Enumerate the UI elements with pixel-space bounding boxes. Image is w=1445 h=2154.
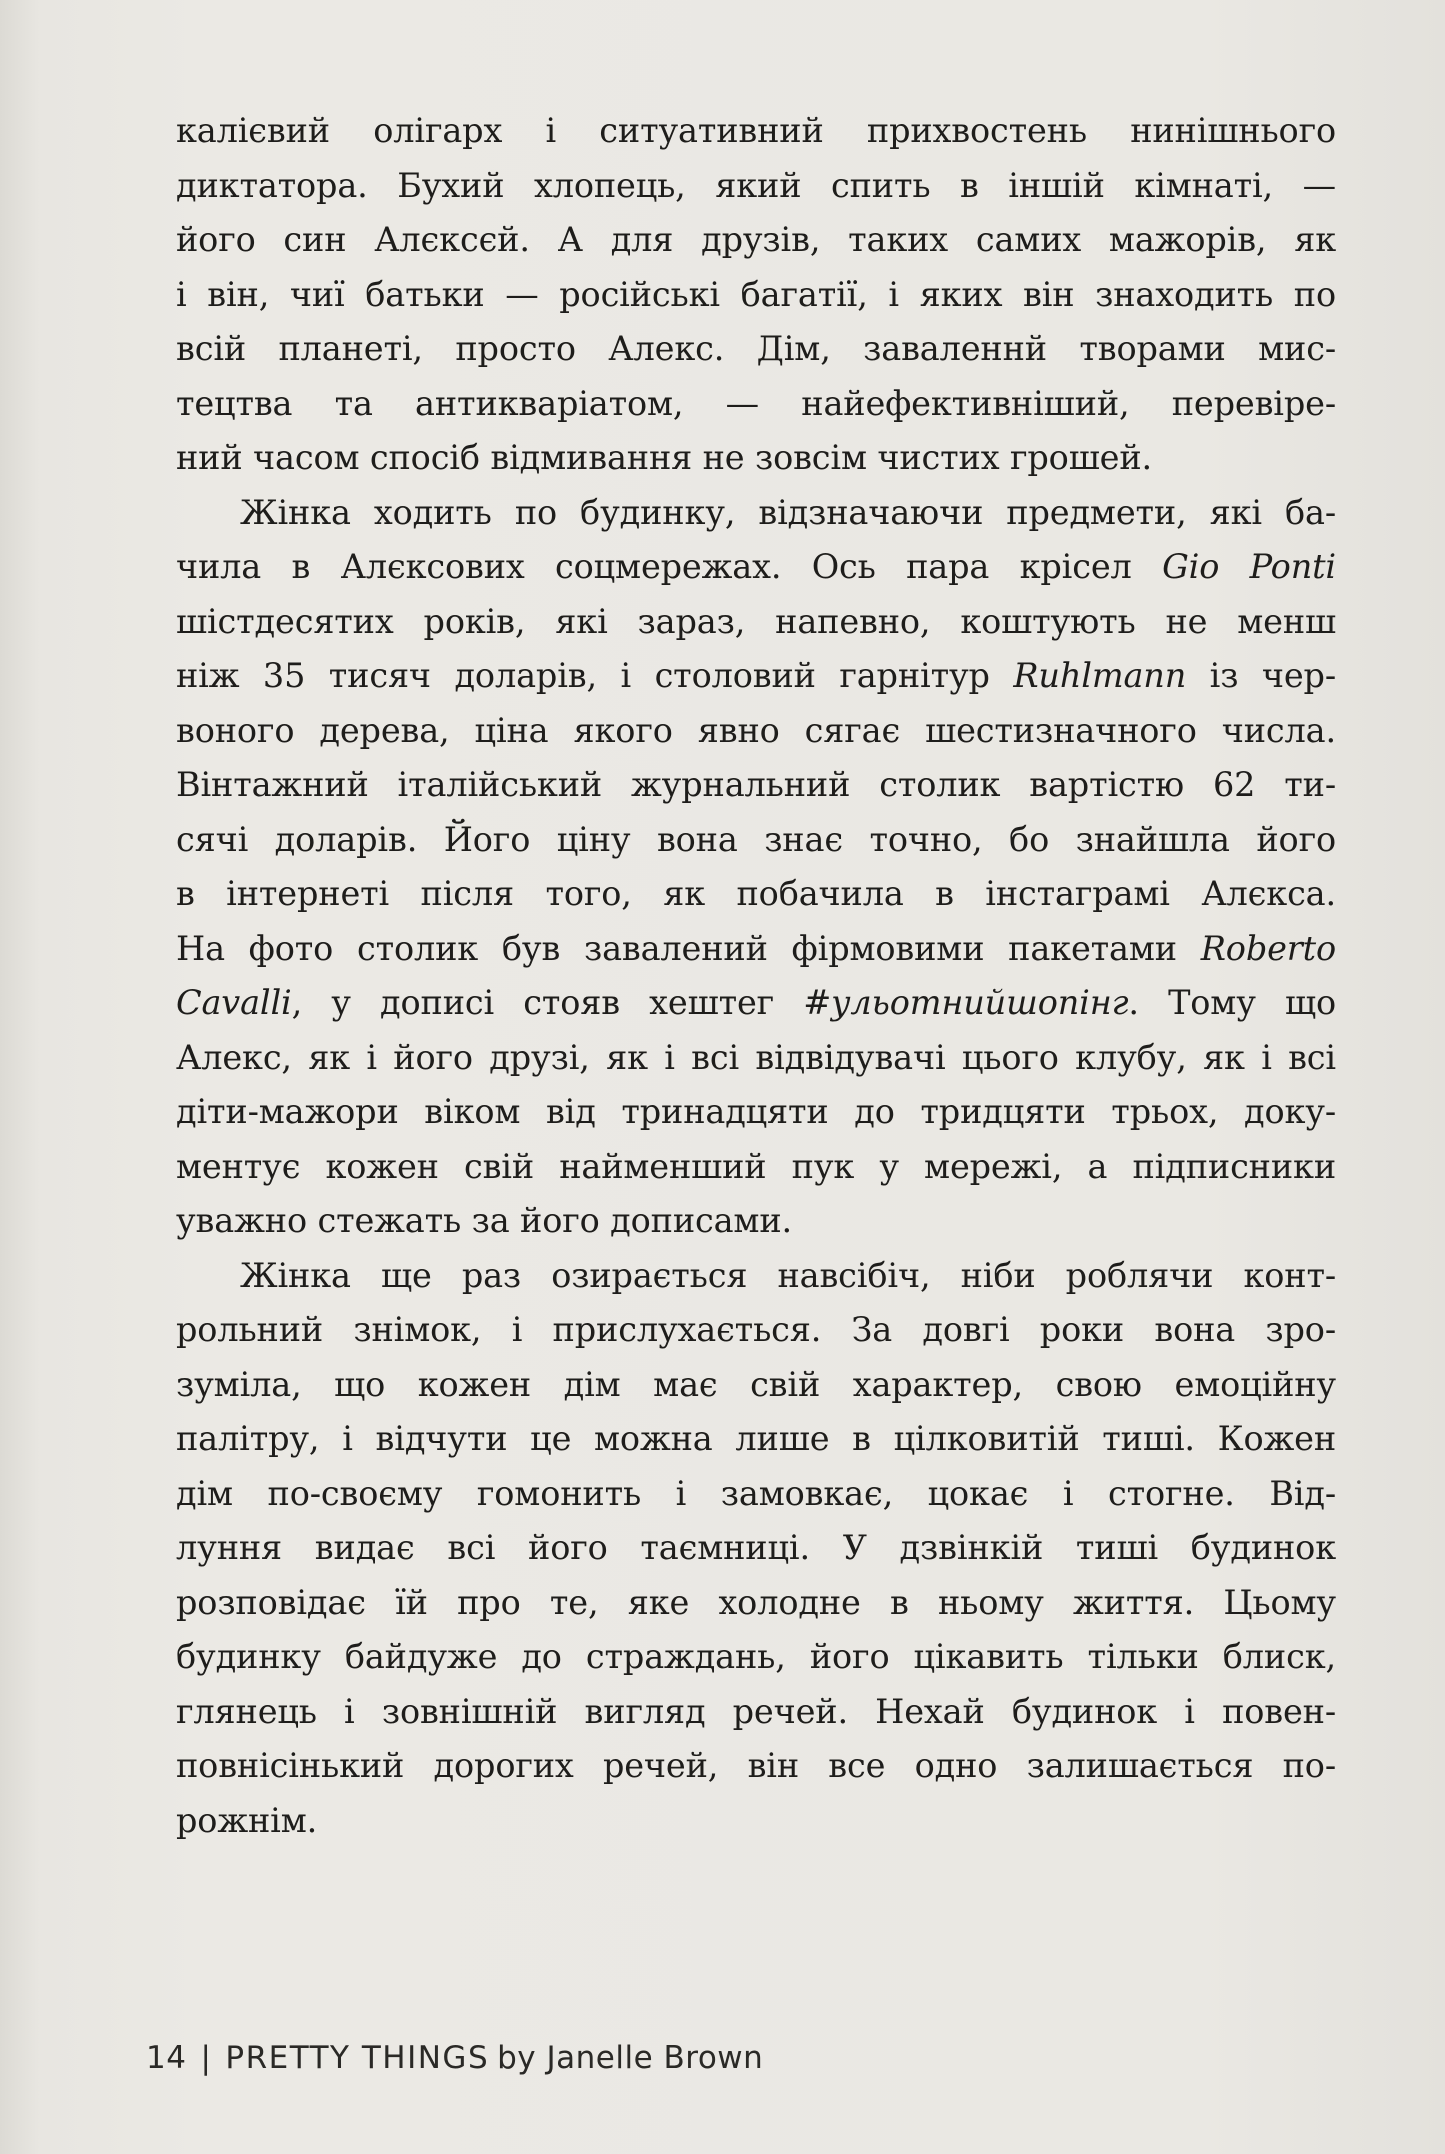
text-line [176, 377, 1336, 432]
text-run: Жінка ходить по будинку, відзначаючи предмети, які ба- [240, 492, 1336, 532]
text-run: диктатора. Бухий хлопець, який спить в іншій кімнаті, — [176, 165, 1336, 205]
text-run: воного дерева, ціна якого явно сягає шестизначного числа. [176, 710, 1336, 750]
text-run: із чер- [1186, 656, 1336, 695]
text-line [176, 1031, 1336, 1086]
text-line [176, 1412, 1336, 1467]
text-line [176, 1576, 1336, 1631]
text-run: зуміла, що кожен дім має свій характер, свою емоційну [176, 1364, 1336, 1404]
text-run: рожнім. [176, 1800, 318, 1840]
text-run: і він, чиї батьки — російські багатії, і яких він знаходить по [176, 274, 1336, 314]
paragraph [176, 486, 1336, 1249]
text-line [176, 758, 1336, 813]
text-line [176, 1303, 1336, 1358]
text-run: повнісінький дорогих речей, він все одно залишається по- [176, 1746, 1336, 1785]
text-run: будинку байдуже до страждань, його цікавить тільки блиск, [176, 1637, 1336, 1676]
text-run: Жінка ще раз озирається навсібіч, ніби роблячи конт- [240, 1255, 1336, 1295]
text-line [176, 1794, 1336, 1849]
text-line [176, 1467, 1336, 1522]
text-run: ний часом спосіб відмивання не зовсім чистих грошей. [176, 438, 1153, 477]
text-line [176, 922, 1336, 977]
text-run: діти-мажори віком від тринадцяти до тридцяти трьох, доку- [176, 1092, 1336, 1131]
text-line [176, 1521, 1336, 1576]
text-line [176, 104, 1336, 159]
text-line [176, 704, 1336, 759]
text-run: всій планеті, просто Алекс. Дім, заваленнй творами мис- [176, 329, 1336, 368]
text-run: калієвий олігарх і ситуативний прихвостень нинішнього [176, 111, 1336, 150]
text-line [176, 813, 1336, 868]
book-title: PRETTY THINGS [225, 2040, 490, 2076]
page-number: 14 [146, 2040, 187, 2076]
text-run: сячі доларів. Його ціну вона знає точно, бо знайшла його [176, 819, 1336, 859]
paragraph [176, 104, 1336, 486]
page-footer [146, 2040, 763, 2076]
text-run: палітру, і відчути це можна лише в цілковитій тиші. Кожен [176, 1419, 1336, 1458]
italic-text: Ruhlmann [1013, 656, 1187, 695]
text-run: чила в Алєксових соцмережах. Ось пара крісел [176, 547, 1163, 586]
text-line [176, 431, 1336, 486]
italic-text: Roberto [1200, 928, 1336, 968]
italic-text: Gio Ponti [1162, 547, 1336, 586]
text-line [176, 159, 1336, 214]
text-run: в інтернеті після того, як побачила в інстаграмі Алєкса. [176, 874, 1336, 913]
text-line [176, 1140, 1336, 1195]
text-run: його син Алєксєй. А для друзів, таких самих мажорів, як [176, 220, 1336, 259]
text-run: Алекс, як і його друзі, як і всі відвідувачі цього клубу, як і всі [176, 1037, 1336, 1077]
text-line [176, 1194, 1336, 1249]
text-line [176, 1249, 1336, 1304]
text-run: луння видає всі його таємниці. У дзвінкій тиші будинок [176, 1528, 1336, 1567]
text-run: глянець і зовнішній вигляд речей. Нехай будинок і повен- [176, 1691, 1336, 1731]
text-line [176, 649, 1336, 704]
author-byline: by Janelle Brown [497, 2040, 764, 2076]
text-line [176, 976, 1336, 1031]
body-text [176, 104, 1336, 1848]
paragraph [176, 1249, 1336, 1849]
text-run: , у дописі стояв хештег [291, 983, 804, 1022]
text-run: тецтва та антикваріатом, — найефективніший, перевіре- [176, 383, 1336, 423]
text-line [176, 1685, 1336, 1740]
italic-text: Cavalli [176, 983, 292, 1022]
text-run: Вінтажний італійський журнальний столик вартістю 62 ти- [176, 765, 1336, 804]
text-run: уважно стежать за його дописами. [176, 1201, 793, 1240]
text-line [176, 540, 1336, 595]
text-line [176, 1358, 1336, 1413]
text-run: На фото столик був завалений фірмовими пакетами [176, 928, 1201, 968]
text-run: . Тому що [1128, 983, 1336, 1022]
text-run: розповідає їй про те, яке холодне в ньому життя. Цьому [176, 1582, 1336, 1622]
text-run: рольний знімок, і прислухається. За довгі роки вона зро- [176, 1310, 1336, 1349]
text-line [176, 322, 1336, 377]
text-line [176, 867, 1336, 922]
text-line [176, 213, 1336, 268]
text-line [176, 1630, 1336, 1685]
text-line [176, 595, 1336, 650]
text-line [176, 268, 1336, 323]
text-run: ніж 35 тисяч доларів, і столовий гарнітур [176, 656, 1014, 695]
text-run: ментує кожен свій найменший пук у мережі, а підписники [176, 1146, 1336, 1186]
italic-text: #ульотнийшопінг [803, 983, 1129, 1022]
text-run: шістдесятих років, які зараз, напевно, коштують не менш [176, 601, 1336, 641]
text-run: дім по-своєму гомонить і замовкає, цокає і стогне. Від- [176, 1473, 1336, 1513]
text-line [176, 486, 1336, 541]
text-line [176, 1085, 1336, 1140]
footer-separator: | [200, 2040, 212, 2076]
text-line [176, 1739, 1336, 1794]
